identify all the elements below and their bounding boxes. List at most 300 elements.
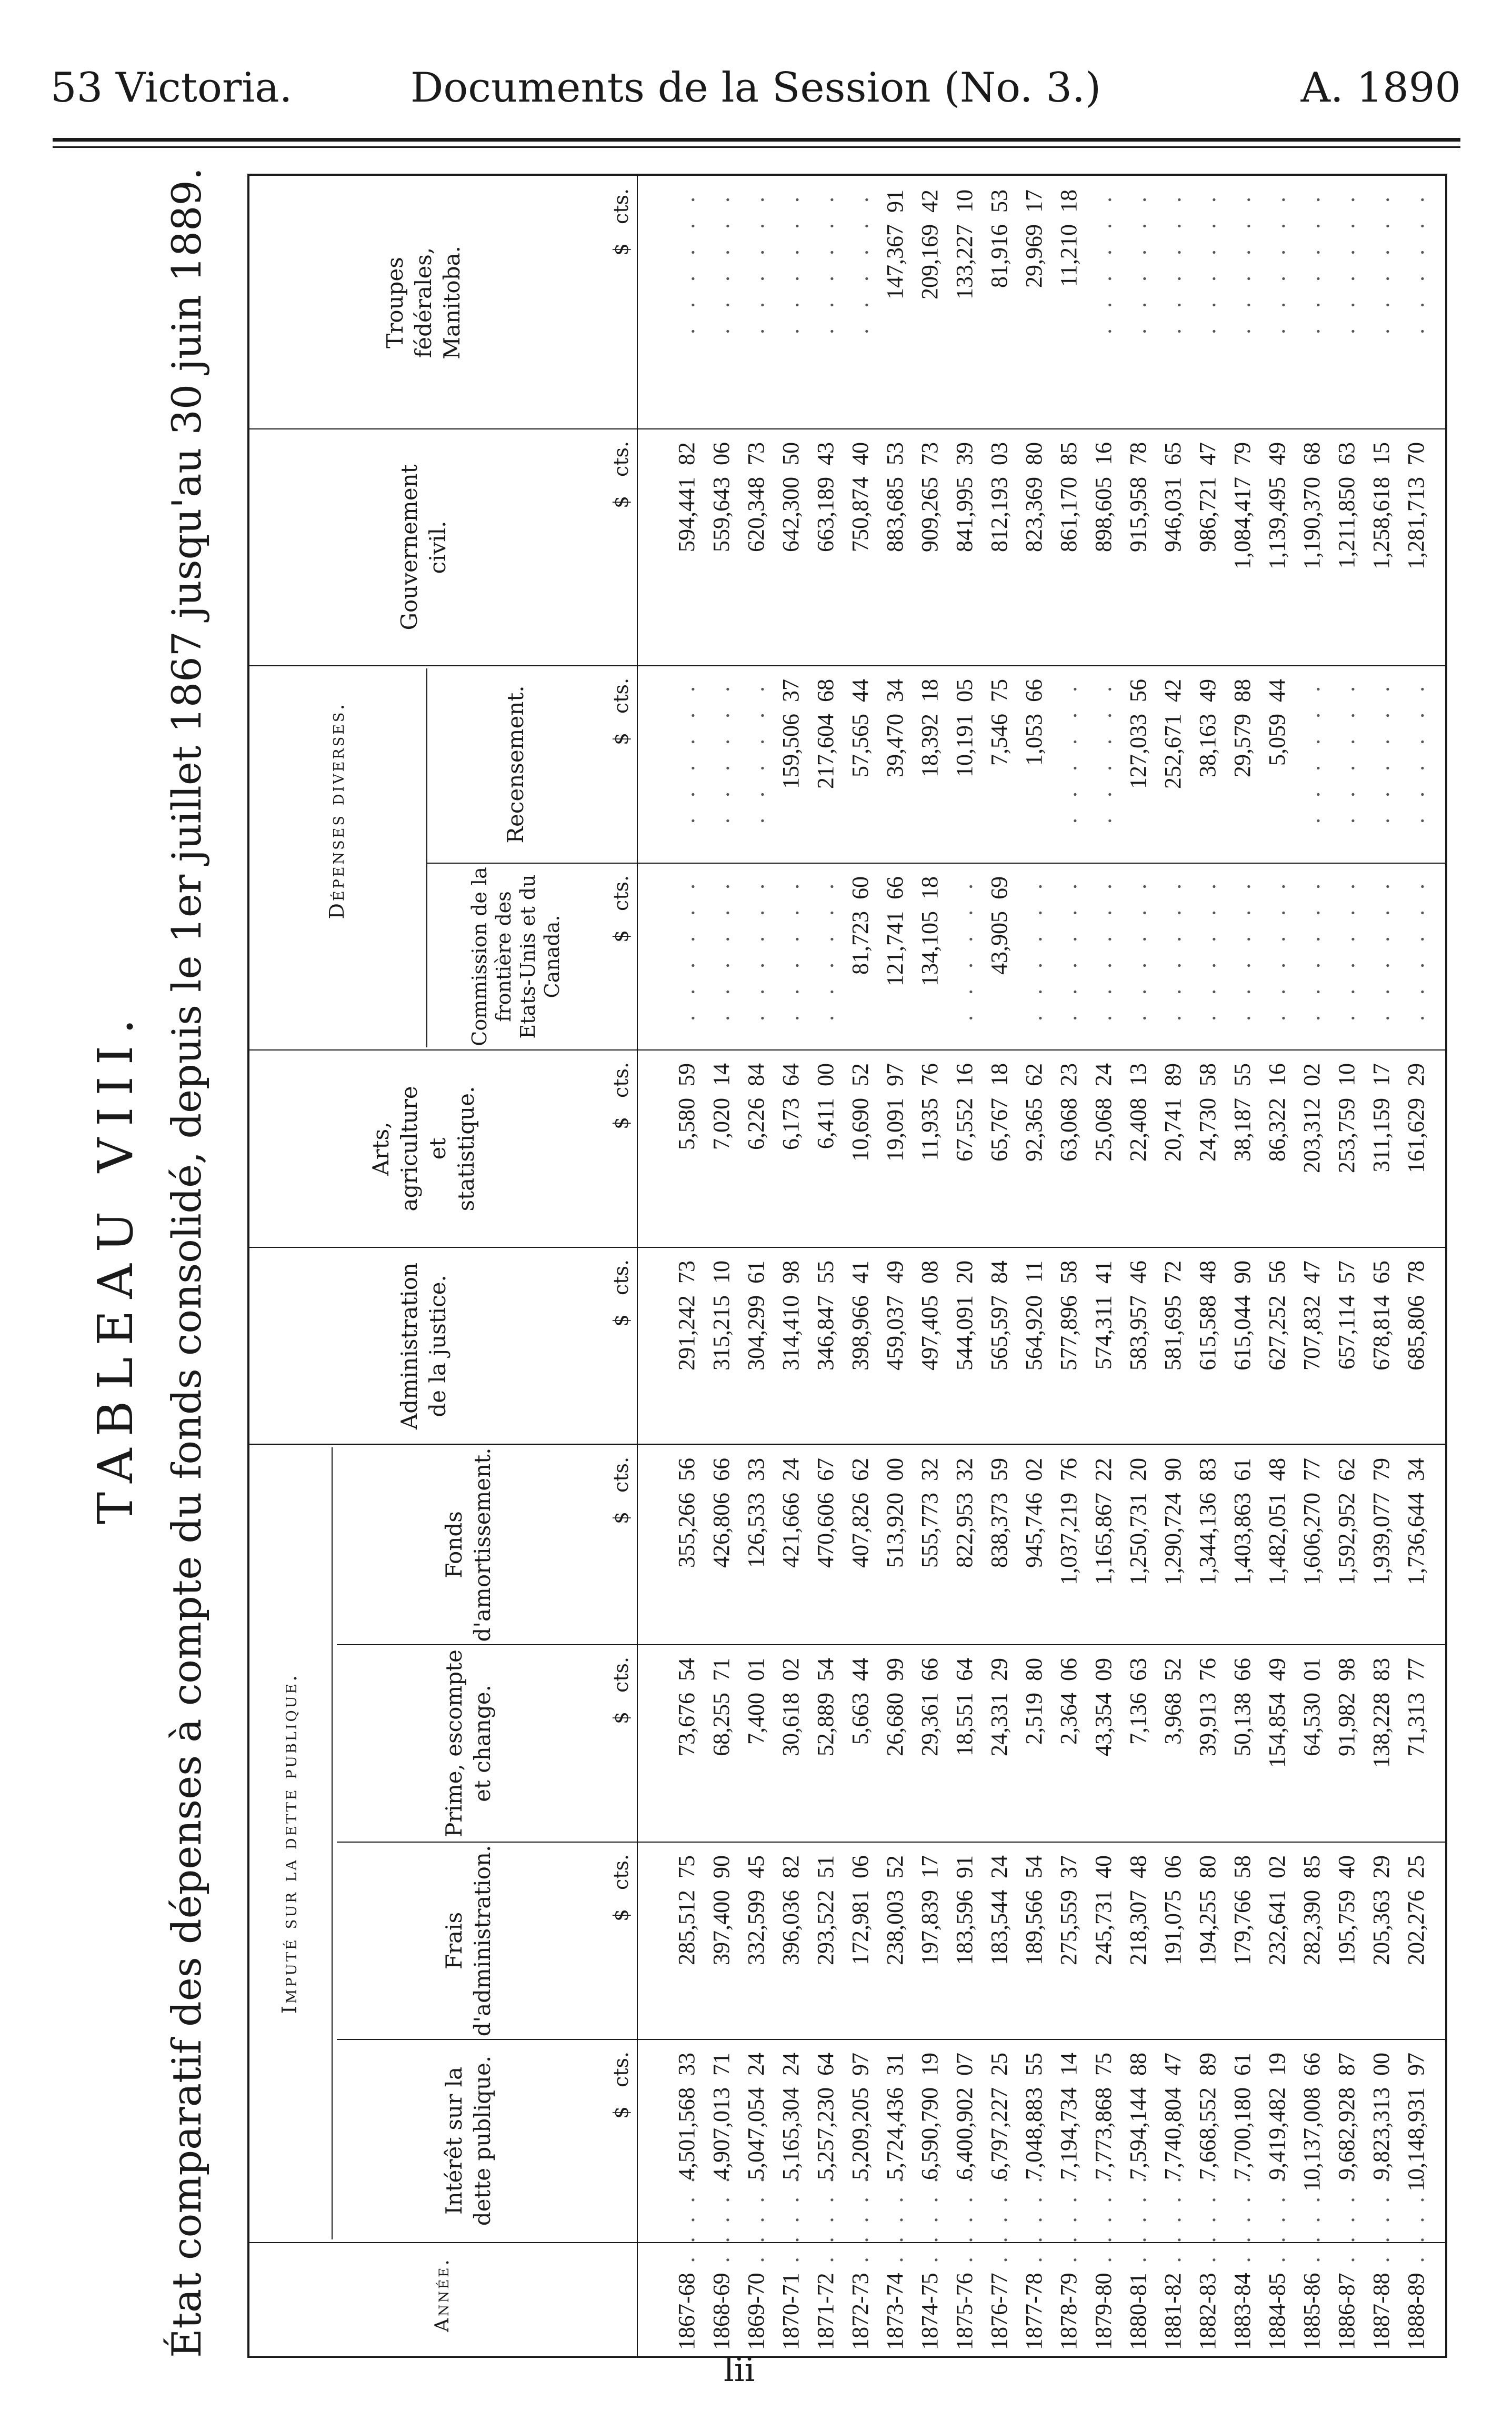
empty-cell-leader: . . . . . . <box>674 876 699 1021</box>
amount-cents: 16 <box>1090 442 1116 465</box>
header-arts: Arts, agriculture et statistique. <box>368 1086 479 1212</box>
table-cell <box>986 876 1013 1042</box>
amount-cents: 57 <box>1334 1260 1359 1284</box>
amount-dollars: 555,773 <box>917 1493 943 1568</box>
year-cell: 1870-71 . . . . . <box>778 2173 804 2350</box>
header-justice: Administration de la justice. <box>396 1262 450 1430</box>
table-title: TABLEAU VIII. <box>87 1007 144 1525</box>
year-cell: 1869-70 . . . . . <box>743 2173 769 2350</box>
running-head <box>51 59 1461 117</box>
amount-dollars: 346,847 <box>813 1295 838 1370</box>
table-cell <box>847 1260 874 1437</box>
table-right-rule <box>247 174 1447 176</box>
amount-cents: 52 <box>847 1063 873 1086</box>
amount-dollars: 92,365 <box>1021 1098 1047 1162</box>
table-cell <box>1090 2053 1117 2234</box>
amount-cents: 58 <box>1056 1260 1082 1284</box>
table-cell <box>917 1458 943 1637</box>
amount-cents: 48 <box>1264 1458 1290 1481</box>
unit-cents-label: cts. <box>609 2051 633 2087</box>
table-cell <box>1125 1658 1151 1834</box>
table-cell <box>743 442 769 658</box>
amount-dollars: 915,958 <box>1125 477 1151 552</box>
amount-cents: 40 <box>847 442 873 465</box>
amount-cents: 44 <box>1264 679 1290 702</box>
header-year: Année. <box>431 2257 453 2332</box>
amount-dollars: 26,680 <box>882 1693 908 1756</box>
table-cell <box>1403 1260 1429 1437</box>
table-cell <box>674 442 700 658</box>
amount-dollars: 65,767 <box>986 1098 1012 1162</box>
amount-dollars: 426,806 <box>708 1493 734 1568</box>
amount-cents: 66 <box>882 876 908 899</box>
table-cell <box>1195 1458 1221 1637</box>
amount-dollars: 657,114 <box>1334 1295 1359 1370</box>
amount-dollars: 7,668,552 <box>1195 2087 1220 2180</box>
amount-dollars: 197,839 <box>917 1890 943 1965</box>
table-cell <box>882 2053 908 2234</box>
table-cell <box>1160 2053 1186 2234</box>
table-cell <box>674 1063 700 1239</box>
amount-dollars: 685,806 <box>1403 1295 1429 1370</box>
table-cell <box>1334 2053 1360 2234</box>
amount-dollars: 39,470 <box>882 714 908 777</box>
year-cell: 1882-83 . . . . . <box>1195 2173 1220 2350</box>
amount-cents: 42 <box>917 189 943 213</box>
amount-dollars: 7,773,868 <box>1090 2087 1116 2180</box>
amount-dollars: 20,741 <box>1160 1098 1186 1162</box>
unit-dollar-label: $ <box>609 2106 633 2119</box>
amount-dollars: 63,068 <box>1056 1098 1082 1162</box>
year-cell: 1880-81 . . . . . <box>1125 2173 1151 2350</box>
amount-cents: 73 <box>674 1260 699 1284</box>
unit-dollar-label: $ <box>609 495 633 508</box>
amount-dollars: 1,290,724 <box>1160 1493 1186 1585</box>
amount-dollars: 9,823,313 <box>1368 2087 1394 2180</box>
rule-col-2 <box>337 1842 1447 1843</box>
amount-cents: 02 <box>1299 1063 1325 1086</box>
amount-dollars: 470,606 <box>813 1493 838 1568</box>
amount-dollars: 5,257,230 <box>813 2087 838 2180</box>
amount-cents: 69 <box>986 876 1012 899</box>
table-cell <box>743 1855 769 2032</box>
amount-dollars: 232,641 <box>1264 1890 1290 1965</box>
empty-cell-leader: . . . . . . <box>1368 189 1394 334</box>
empty-cell-leader: . . . . . . <box>1090 876 1116 1021</box>
year-label: 1875-76 <box>952 2273 977 2350</box>
amount-dollars: 1,281,713 <box>1403 477 1429 569</box>
amount-dollars: 559,643 <box>708 477 734 552</box>
amount-cents: 64 <box>952 1658 977 1681</box>
table-cell <box>813 1458 839 1637</box>
empty-cell-leader: . . . . . . <box>1403 189 1429 334</box>
table-cell <box>1021 2053 1047 2234</box>
amount-cents: 63 <box>1125 1658 1151 1681</box>
table-cell <box>743 2053 769 2234</box>
amount-cents: 03 <box>986 442 1012 465</box>
empty-cell-leader: . . . . . . <box>1021 876 1047 1021</box>
year-cell: 1874-75 . . . . . <box>917 2173 943 2350</box>
table-cell <box>708 1260 735 1437</box>
amount-dollars: 627,252 <box>1264 1295 1290 1370</box>
empty-cell-leader: . . . . . . <box>1056 679 1082 824</box>
year-cell: 1884-85 . . . . . <box>1264 2173 1290 2350</box>
table-cell <box>1229 442 1256 658</box>
table-cell <box>778 1260 804 1437</box>
amount-dollars: 5,663 <box>847 1693 873 1745</box>
amount-cents: 09 <box>1090 1658 1116 1681</box>
amount-cents: 85 <box>1299 1855 1325 1878</box>
amount-dollars: 812,193 <box>986 477 1012 552</box>
table-cell <box>1195 1658 1221 1834</box>
empty-cell-leader: . . . . . . <box>674 189 699 334</box>
amount-dollars: 1,084,417 <box>1229 477 1255 569</box>
header-civil: Gouvernement civil. <box>396 464 450 631</box>
header-troops: Troupes fédérales, Manitoba. <box>382 246 465 359</box>
amount-dollars: 10,148,931 <box>1403 2087 1429 2192</box>
amount-dollars: 275,559 <box>1056 1890 1082 1965</box>
empty-cell-leader: . . . . . . <box>1264 876 1290 1021</box>
table-cell <box>743 1458 769 1637</box>
table-cell <box>1334 1063 1360 1239</box>
empty-cell-leader: . . . . . . <box>1229 876 1255 1021</box>
table-cell <box>1264 1458 1290 1637</box>
year-label: 1888-89 <box>1403 2273 1429 2350</box>
amount-dollars: 7,194,734 <box>1056 2087 1082 2180</box>
amount-cents: 80 <box>1021 442 1047 465</box>
amount-cents: 29 <box>986 1658 1012 1681</box>
amount-cents: 02 <box>1264 1855 1290 1878</box>
table-cell <box>1125 679 1151 855</box>
amount-dollars: 238,003 <box>882 1890 908 1965</box>
amount-cents: 01 <box>1299 1658 1325 1681</box>
table-cell <box>1195 1855 1221 2032</box>
amount-dollars: 11,935 <box>917 1098 943 1161</box>
amount-dollars: 134,105 <box>917 911 943 986</box>
empty-cell-leader: . . . . . . <box>1195 876 1220 1021</box>
amount-cents: 19 <box>1264 2053 1290 2076</box>
amount-cents: 49 <box>882 1260 908 1284</box>
amount-cents: 90 <box>1229 1260 1255 1284</box>
amount-cents: 56 <box>674 1458 699 1481</box>
amount-dollars: 564,920 <box>1021 1295 1047 1370</box>
table-cell <box>847 679 874 855</box>
amount-dollars: 750,874 <box>847 477 873 552</box>
table-cell <box>1334 1458 1360 1637</box>
amount-dollars: 6,411 <box>813 1098 838 1149</box>
table-cell <box>1160 1658 1186 1834</box>
unit-cents-label: cts. <box>609 1259 633 1295</box>
year-label: 1873-74 <box>882 2273 908 2350</box>
amount-dollars: 1,190,370 <box>1299 477 1325 569</box>
amount-dollars: 50,138 <box>1229 1693 1255 1756</box>
table-cell <box>1368 1063 1395 1239</box>
table-cell <box>1056 1260 1082 1437</box>
table-cell <box>1125 1260 1151 1437</box>
amount-dollars: 620,348 <box>743 477 769 552</box>
amount-dollars: 9,682,928 <box>1334 2087 1359 2180</box>
amount-dollars: 4,501,568 <box>674 2087 699 2180</box>
amount-dollars: 1,037,219 <box>1056 1493 1082 1585</box>
amount-cents: 39 <box>952 442 977 465</box>
amount-cents: 72 <box>1160 1260 1186 1284</box>
amount-dollars: 663,189 <box>813 477 838 552</box>
table-cell <box>1090 442 1117 658</box>
amount-cents: 91 <box>882 189 908 213</box>
amount-dollars: 138,228 <box>1368 1693 1394 1768</box>
amount-dollars: 159,506 <box>778 714 804 789</box>
amount-dollars: 29,361 <box>917 1693 943 1756</box>
amount-cents: 53 <box>882 442 908 465</box>
table-cell <box>1264 442 1290 658</box>
amount-cents: 25 <box>1403 1855 1429 1878</box>
amount-cents: 40 <box>1334 1855 1359 1878</box>
table-cell <box>1229 1855 1256 2032</box>
amount-cents: 19 <box>917 2053 943 2076</box>
amount-cents: 56 <box>1125 679 1151 702</box>
table-cell <box>952 189 978 421</box>
amount-dollars: 822,953 <box>952 1493 977 1568</box>
amount-dollars: 252,671 <box>1160 714 1186 789</box>
table-cell <box>813 679 839 855</box>
amount-cents: 58 <box>1229 1855 1255 1878</box>
amount-cents: 00 <box>1368 2053 1394 2076</box>
amount-cents: 31 <box>882 2053 908 2076</box>
amount-dollars: 1,258,618 <box>1368 477 1394 569</box>
empty-cell-leader: . . . . . . <box>674 679 699 824</box>
table-cell <box>1264 1260 1290 1437</box>
table-cell <box>1021 442 1047 658</box>
year-label: 1869-70 <box>743 2273 769 2350</box>
rule-col-5 <box>247 1247 1447 1248</box>
amount-dollars: 121,741 <box>882 911 908 986</box>
amount-dollars: 1,053 <box>1021 714 1047 766</box>
header-interest: Intérêt sur la dette publique. <box>441 2055 495 2226</box>
table-cell <box>1299 1658 1325 1834</box>
rule-col-4 <box>247 1444 1447 1445</box>
amount-dollars: 172,981 <box>847 1890 873 1965</box>
table-cell <box>917 442 943 658</box>
amount-dollars: 304,299 <box>743 1295 769 1370</box>
table-cell <box>986 1063 1013 1239</box>
table-cell <box>1021 1855 1047 2032</box>
year-label: 1887-88 <box>1368 2273 1394 2350</box>
year-label: 1882-83 <box>1195 2273 1220 2350</box>
table-cell <box>847 2053 874 2234</box>
table-cell <box>1195 1260 1221 1437</box>
amount-dollars: 5,580 <box>674 1098 699 1150</box>
header-rule-thin <box>53 146 1460 148</box>
table-cell <box>1021 1658 1047 1834</box>
year-label: 1879-80 <box>1090 2273 1116 2350</box>
table-cell <box>952 1063 978 1239</box>
amount-cents: 11 <box>1021 1260 1047 1283</box>
amount-cents: 97 <box>1403 2053 1429 2076</box>
empty-cell-leader: . . . . . . <box>1299 189 1325 334</box>
table-cell <box>708 1063 735 1239</box>
amount-dollars: 24,730 <box>1195 1098 1220 1162</box>
amount-cents: 40 <box>1090 1855 1116 1878</box>
amount-cents: 75 <box>986 679 1012 702</box>
table-cell <box>1334 1260 1360 1437</box>
amount-dollars: 179,766 <box>1229 1890 1255 1965</box>
amount-dollars: 10,690 <box>847 1098 873 1162</box>
amount-dollars: 10,191 <box>952 714 977 777</box>
amount-cents: 16 <box>952 1063 977 1086</box>
header-sinking-fund: Fonds d'amortissement. <box>441 1447 495 1642</box>
table-cell <box>952 1458 978 1637</box>
year-cell: 1872-73 . . . . . <box>847 2173 873 2350</box>
empty-cell-leader: . . . . . . <box>1299 679 1325 824</box>
table-cell <box>674 1260 700 1437</box>
amount-dollars: 407,826 <box>847 1493 873 1568</box>
unit-dollar-label: $ <box>609 243 633 256</box>
table-cell <box>1368 1658 1395 1834</box>
amount-dollars: 7,136 <box>1125 1693 1151 1745</box>
empty-cell-leader: . . . . . . <box>1368 679 1394 824</box>
amount-cents: 98 <box>1334 1658 1359 1681</box>
amount-dollars: 2,364 <box>1056 1693 1082 1745</box>
amount-cents: 45 <box>743 1855 769 1878</box>
amount-cents: 54 <box>813 1658 838 1681</box>
amount-dollars: 946,031 <box>1160 477 1186 552</box>
amount-dollars: 11,210 <box>1056 224 1082 287</box>
amount-dollars: 5,047,054 <box>743 2087 769 2180</box>
amount-dollars: 1,606,270 <box>1299 1493 1325 1585</box>
amount-cents: 82 <box>778 1855 804 1878</box>
amount-dollars: 2,519 <box>1021 1693 1047 1745</box>
amount-cents: 23 <box>1056 1063 1082 1086</box>
amount-dollars: 245,731 <box>1090 1890 1116 1965</box>
amount-cents: 59 <box>674 1063 699 1086</box>
table-cell <box>778 1063 804 1239</box>
table-cell <box>1368 1855 1395 2032</box>
table-cell <box>1125 442 1151 658</box>
empty-cell-leader: . . . . . . <box>813 189 838 334</box>
table-cell <box>1195 1063 1221 1239</box>
table-cell <box>1299 1458 1325 1637</box>
table-cell <box>674 1458 700 1637</box>
empty-cell-leader: . . . . . . <box>1090 679 1116 824</box>
amount-dollars: 4,907,013 <box>708 2087 734 2180</box>
amount-dollars: 7,740,804 <box>1160 2087 1186 2180</box>
amount-cents: 32 <box>917 1458 943 1481</box>
amount-dollars: 30,618 <box>778 1693 804 1756</box>
amount-dollars: 218,307 <box>1125 1890 1151 1965</box>
amount-cents: 62 <box>847 1458 873 1481</box>
year-label: 1868-69 <box>708 2273 734 2350</box>
table-cell <box>1056 189 1082 421</box>
table-cell <box>952 679 978 855</box>
amount-cents: 05 <box>952 679 977 702</box>
rule-under-headers <box>637 174 638 2358</box>
amount-dollars: 3,968 <box>1160 1693 1186 1745</box>
table-cell <box>847 1458 874 1637</box>
amount-cents: 70 <box>1403 442 1429 465</box>
amount-cents: 60 <box>847 876 873 899</box>
amount-dollars: 1,211,850 <box>1334 477 1359 569</box>
amount-cents: 55 <box>1021 2053 1047 2076</box>
amount-cents: 85 <box>1056 442 1082 465</box>
year-cell: 1885-86 . . . . . <box>1299 2173 1325 2350</box>
table-cell <box>778 679 804 855</box>
amount-cents: 91 <box>952 1855 977 1878</box>
table-cell <box>1368 2053 1395 2234</box>
table-cell <box>1195 442 1221 658</box>
year-label: 1885-86 <box>1299 2273 1325 2350</box>
table-cell <box>917 1855 943 2032</box>
amount-cents: 52 <box>882 1855 908 1878</box>
table-cell <box>1160 1855 1186 2032</box>
amount-dollars: 594,441 <box>674 477 699 552</box>
unit-dollar-label: $ <box>609 1511 633 1524</box>
year-label: 1886-87 <box>1334 2273 1359 2350</box>
amount-dollars: 1,165,867 <box>1090 1493 1116 1585</box>
empty-cell-leader: . . . . . . <box>1403 876 1429 1021</box>
amount-cents: 18 <box>986 1063 1012 1086</box>
amount-dollars: 311,159 <box>1368 1098 1394 1173</box>
year-cell: 1878-79 . . . . . <box>1056 2173 1082 2350</box>
amount-cents: 68 <box>1299 442 1325 465</box>
table-cell <box>1090 1063 1117 1239</box>
year-label: 1877-78 <box>1021 2273 1047 2350</box>
amount-cents: 17 <box>1021 189 1047 213</box>
table-cell <box>708 442 735 658</box>
amount-dollars: 513,920 <box>882 1493 908 1568</box>
amount-cents: 47 <box>1299 1260 1325 1284</box>
table-cell <box>952 1855 978 2032</box>
amount-dollars: 183,596 <box>952 1890 977 1965</box>
empty-cell-leader: . . . . . . <box>1403 679 1429 824</box>
amount-cents: 25 <box>986 2053 1012 2076</box>
empty-cell-leader: . . . . . . <box>778 189 804 334</box>
amount-cents: 88 <box>1125 2053 1151 2076</box>
table-cell <box>917 189 943 421</box>
table-cell <box>1403 442 1429 658</box>
empty-cell-leader: . . . . . . <box>813 876 838 1021</box>
amount-dollars: 544,091 <box>952 1295 977 1370</box>
amount-cents: 76 <box>1056 1458 1082 1481</box>
table-cell <box>1229 1063 1256 1239</box>
table-cell <box>1334 1658 1360 1834</box>
table-cell <box>1160 1260 1186 1437</box>
year-cell: 1879-80 . . . . . <box>1090 2173 1116 2350</box>
year-label: 1874-75 <box>917 2273 943 2350</box>
table-cell <box>986 1658 1013 1834</box>
table-cell <box>1403 1458 1429 1637</box>
amount-dollars: 81,723 <box>847 911 873 975</box>
rule-col-8 <box>247 665 1447 666</box>
table-cell <box>1056 1855 1082 2032</box>
table-cell <box>1090 1855 1117 2032</box>
amount-dollars: 18,392 <box>917 714 943 777</box>
amount-dollars: 202,276 <box>1403 1890 1429 1965</box>
amount-dollars: 909,265 <box>917 477 943 552</box>
table-cell <box>1368 1260 1395 1437</box>
empty-cell-leader: . . . . . . <box>708 189 734 334</box>
amount-cents: 20 <box>1125 1458 1151 1481</box>
amount-cents: 78 <box>1403 1260 1429 1284</box>
table-cell <box>778 2053 804 2234</box>
amount-dollars: 10,137,008 <box>1299 2087 1325 2192</box>
table-bottom-rule <box>1445 174 1447 2358</box>
amount-cents: 37 <box>778 679 804 702</box>
amount-dollars: 6,400,902 <box>952 2087 977 2180</box>
table-cell <box>1229 2053 1256 2234</box>
amount-cents: 41 <box>847 1260 873 1284</box>
table-cell <box>882 876 908 1042</box>
amount-dollars: 315,215 <box>708 1295 734 1370</box>
